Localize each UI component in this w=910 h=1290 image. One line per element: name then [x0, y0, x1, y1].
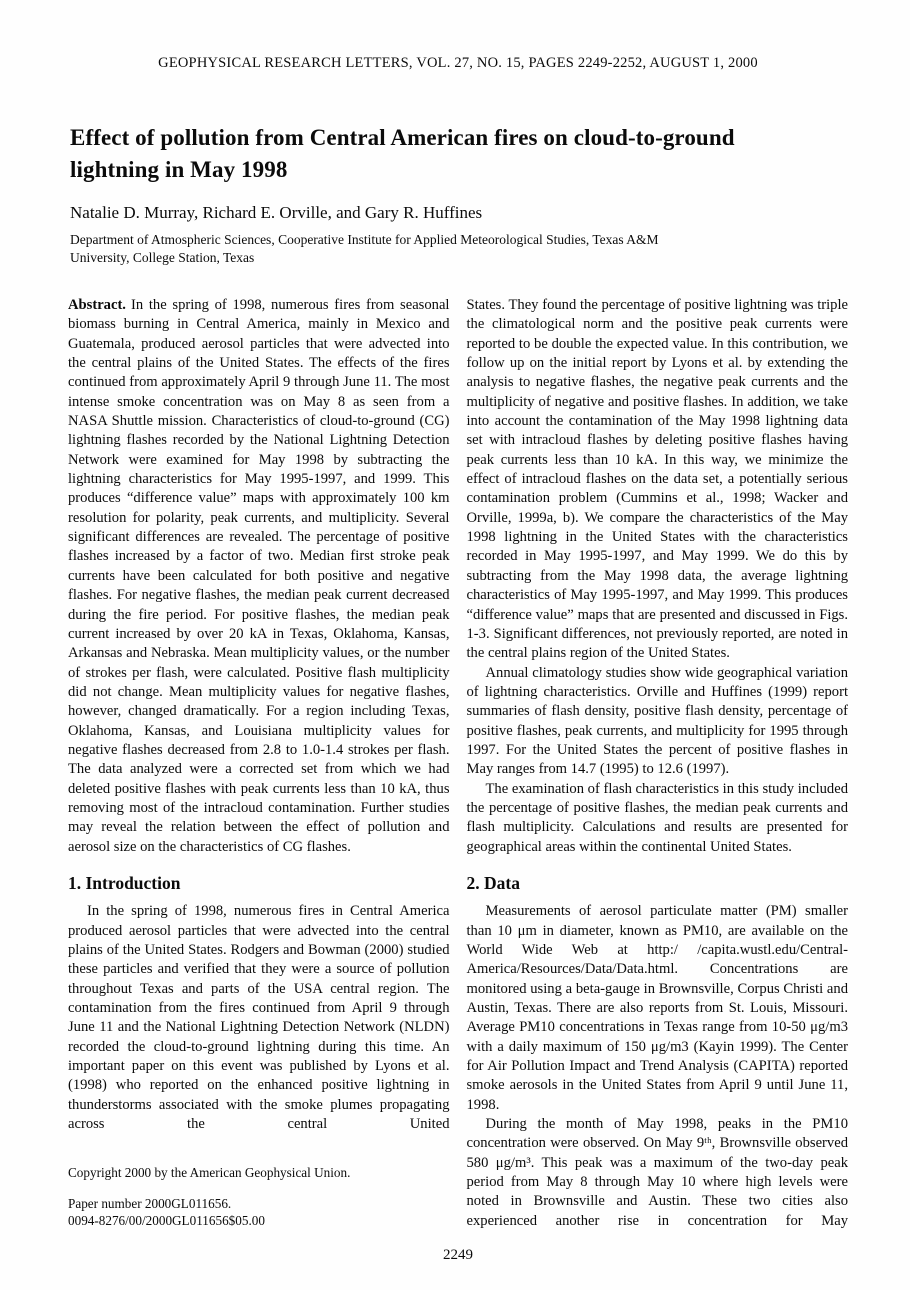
footnote-block — [68, 1165, 450, 1232]
affiliation-line: Department of Atmospheric Sciences, Cooperative Institute for Applied Meteorological Studies, Texas A&M University, College Station, Texas — [70, 232, 659, 265]
paper-title: Effect of pollution from Central American fires on cloud-to-ground lightning in May 1998 — [70, 125, 735, 182]
page-number: 2249 — [443, 1247, 473, 1264]
section-heading-introduction: 1. Introduction — [68, 872, 181, 893]
introduction-paragraph-2: Annual climatology studies show wide geographical variation of lightning characteristics. Orville and Huffines (1999) report summaries of flash density, positive flash density, percentage of positive flashes, peak currents, and multiplicity for 1995 through 1997. For the United States the percent of positive flashes in May ranges from 14.7 (1995) to 12.6 (1997). — [466, 664, 848, 778]
left-column — [68, 296, 450, 1231]
introduction-paragraph-right-column: States. They found the percentage of positive lightning was triple the climatological norm and the positive peak currents were reported to be double the expected value. In this contribution, we follow up on the initial report by Lyons et al. by extending the analysis to negative flashes, the negative peak currents and the multiplicity of negative and positive flashes. In addition, we take into account the contamination of the May 1998 lightning data set with intracloud flashes by deleting positive flashes having peak currents less than 10 kA. In this way, we minimize the effect of intracloud flashes on the data set, a potentially serious contamination problem (Cummins et al., 1998; Wacker and Orville, 1999a, b). We compare the characteristics of the May 1998 lightning in the United States with the characteristics recorded in May 1995-1997, and May 1999. We do this by subtracting from the May 1998 data, the average lightning characteristics of May 1995-1997, and May 1999. This produces “difference value” maps that are presented and discussed in Figs. 1-3. Significant differences, not previously reported, are noted in the central plains region of the United States. — [466, 297, 848, 662]
introduction-paragraph-left-column: In the spring of 1998, numerous fires in Central America produced aerosol particles that were advected into the central plains of the United States. Rodgers and Bowman (2000) studied these particles and verified that they were a source of pollution throughout Texas and parts of the USA central region. The contamination from the fires continued from April 9 through June 11 and the National Lightning Detection Network (NLDN) recorded the cloud-to-ground lightning during this time. An important paper on this event was published by Lyons et al. (1998) who reported on the enhanced positive lightning in thunderstorms associated with the smoke plumes propagating across the central United — [68, 903, 450, 1133]
data-paragraph-1: Measurements of aerosol particulate matter (PM) smaller than 10 μm in diameter, known as PM10, are available on the World Wide Web at http:/ /capita.wustl.edu/Central-America/Resources/Data/Data.html. Concentrations are monitored using a beta-gauge in Brownsville, Corpus Christi and Austin, Texas. There are also reports from St. Louis, Missouri. Average PM10 concentrations in Texas range from 10-50 μg/m3 with a daily maximum of 150 μg/m3 (Kayin 1999). The Center for Air Pollution Impact and Trend Analysis (CAPITA) reported smoke aerosols in the United States from April 9 until June 11, 1998. — [466, 903, 848, 1113]
abstract-label: Abstract. — [68, 297, 126, 313]
section-heading-data: 2. Data — [466, 872, 520, 893]
right-column — [467, 296, 849, 1231]
authors-line: Natalie D. Murray, Richard E. Orville, and Gary R. Huffines — [70, 203, 483, 222]
journal-header-line: GEOPHYSICAL RESEARCH LETTERS, VOL. 27, NO. 15, PAGES 2249-2252, AUGUST 1, 2000 — [158, 55, 758, 71]
copyright-line: Copyright 2000 by the American Geophysical Union. — [68, 1164, 351, 1180]
abstract-paragraph — [68, 296, 450, 857]
abstract-text: In the spring of 1998, numerous fires from seasonal biomass burning in Central America, mainly in Mexico and Guatemala, produced aerosol particles that were advected into the central plains of the United States. The effects of the fires continued from approximately April 9 through June 11. The most intense smoke concentration was on May 8 as seen from a NASA Shuttle mission. Characteristics of cloud-to-ground (CG) lightning flashes recorded by the National Lightning Detection Network were examined for May 1998 by subtracting the lightning characteristics for May 1995-1997, and 1999. This produces “difference value” maps with approximately 100 km resolution for polarity, peak currents, and multiplicity. Several significant differences are revealed. The percentage of positive flashes increased by a factor of two. Median first stroke peak currents have been calculated for both positive and negative flashes. For negative flashes, the median peak current decreased during the fire period. For positive flashes, the median peak current increased by over 20 kA in Texas, Oklahoma, Kansas, Arkansas and Nebraska. Mean multiplicity values, or the number of strokes per flash, were calculated. Positive flash multiplicity did not change. Mean multiplicity values for negative flashes, however, changed dramatically. For a region including Texas, Oklahoma, Kansas, and Louisiana multiplicity values for negative flashes decreased from 2.8 to 1.0-1.4 strokes per flash. The data analyzed were a corrected set from which we had deleted positive flashes with peak currents less than 10 kA, thus removing most of the intracloud contamination. Further studies may reveal the relation between the effect of pollution and aerosol size on the characteristics of CG flashes. — [68, 297, 450, 855]
data-paragraph-2: During the month of May 1998, peaks in the PM10 concentration were observed. On May 9ᵗʰ, Brownsville observed 580 μg/m³. This peak was a maximum of the two-day peak period from May 8 through May 10 where high levels were noted in Brownsville and Austin. These two cities also experienced another rise in concentration for May — [466, 1116, 848, 1229]
paper-number-line: Paper number 2000GL011656. — [68, 1196, 232, 1212]
two-column-body — [68, 296, 848, 1231]
issn-price-line: 0094-8276/00/2000GL011656$05.00 — [68, 1212, 265, 1228]
introduction-paragraph-3: The examination of flash characteristics in this study included the percentage of positive flashes, the median peak currents and flash multiplicity. Calculations and results are presented for geographical areas within the continental United States. — [466, 780, 848, 855]
